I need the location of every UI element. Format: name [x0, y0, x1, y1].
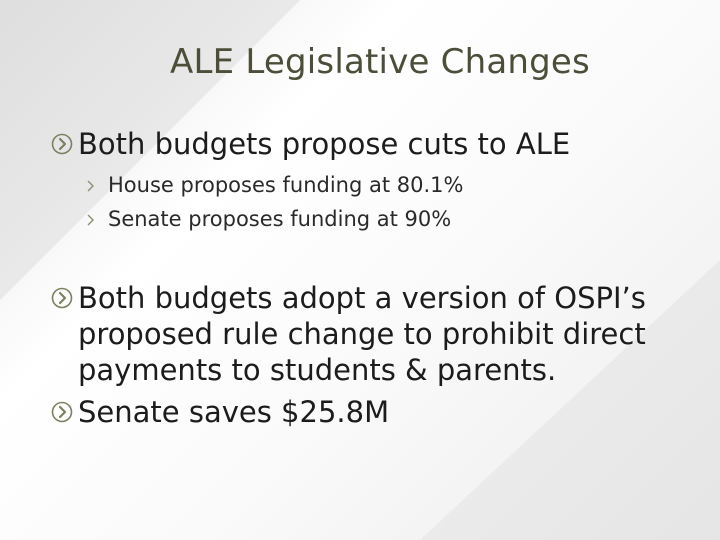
chevron-right-icon [86, 179, 96, 193]
bullet-senate-saves: Senate saves $25.8M [78, 395, 390, 429]
circled-chevron-right-icon [50, 400, 74, 424]
bullet-ospi-rule-change [78, 280, 646, 388]
bullet-line: Both budgets adopt a version of OSPI’s [78, 281, 646, 315]
bullet-budgets-cuts: Both budgets propose cuts to ALE [78, 127, 571, 161]
slide-title: ALE Legislative Changes [170, 42, 590, 82]
bullet-line: payments to students & parents. [78, 353, 557, 387]
circled-chevron-right-icon [50, 132, 74, 156]
subbullet-house-funding: House proposes funding at 80.1% [108, 173, 464, 197]
chevron-right-icon [86, 213, 96, 227]
bullet-line: proposed rule change to prohibit direct [78, 317, 646, 351]
circled-chevron-right-icon [50, 286, 74, 310]
subbullet-senate-funding: Senate proposes funding at 90% [108, 207, 452, 231]
